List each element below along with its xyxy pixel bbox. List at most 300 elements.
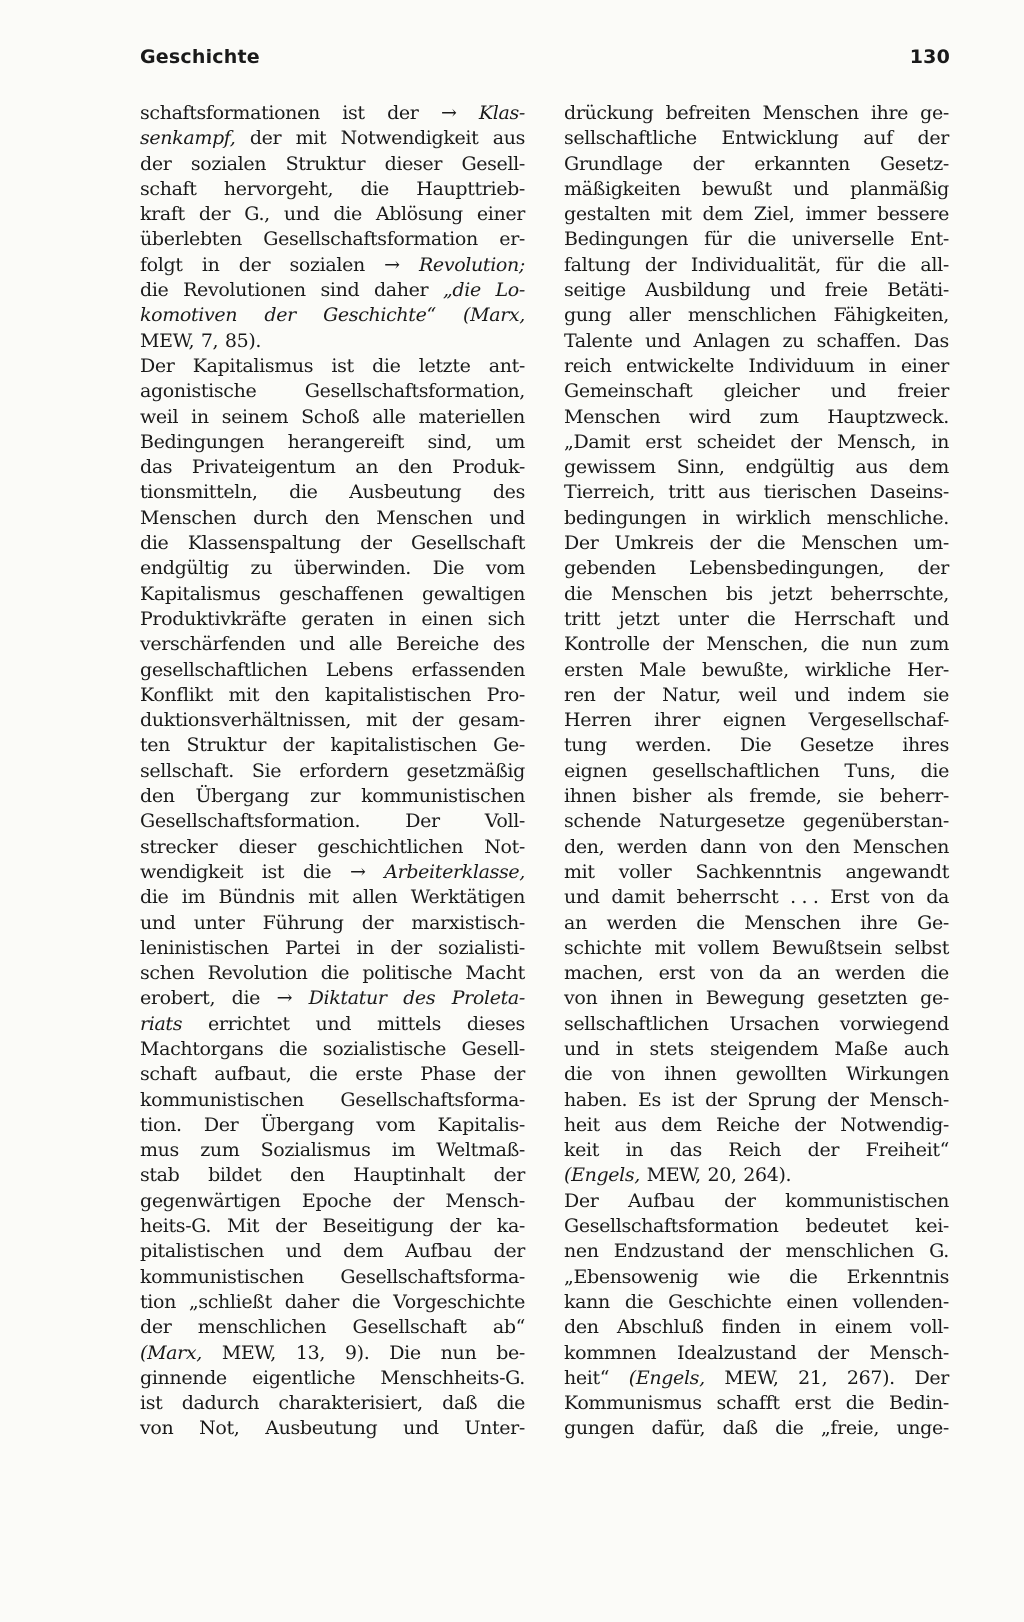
word: stets [649,1037,694,1060]
word: Ge- [917,911,949,934]
word: der [493,1164,525,1187]
word: überwinden. [293,557,411,580]
word: dem [908,456,949,479]
word: und [769,279,806,302]
word: Konflikt [140,683,213,706]
word: erst [658,962,695,985]
word: geschaffenen [279,582,404,605]
text-line [564,1189,949,1214]
word: Arbeiterklasse, [384,860,525,883]
text-line [564,708,949,733]
word: kei- [915,1215,949,1238]
text-line [564,1037,949,1062]
word: drückung [564,102,654,124]
text-line [564,986,949,1011]
word: tung [564,734,607,757]
word: der [644,253,677,276]
word: da [758,962,782,985]
text-line [564,1214,949,1239]
word: all- [920,253,949,276]
word: beherrschte, [830,582,949,605]
word: unge- [896,1417,949,1440]
word: Ziel, [753,203,795,226]
word: Ausbeutung [265,1417,378,1440]
word: riats [140,1012,183,1035]
word: des [403,987,436,1010]
text-line [140,860,525,885]
word: wendigkeit [140,860,244,883]
word: finden [721,1316,781,1339]
word: beherr- [879,785,949,808]
word: Individuum [748,354,855,377]
word: vorwiegend [839,1012,949,1035]
word: sich [487,607,525,630]
word: Der [203,1113,239,1136]
word: erfassenden [411,658,525,681]
word: errichtet [207,1012,290,1035]
word: in [388,607,407,630]
text-line [140,1138,525,1163]
text-line [564,759,949,784]
word: charakterisiert, [278,1392,423,1415]
word: universelle [792,228,895,251]
word: tionsmitteln, [140,481,258,504]
word: (Marx, [140,1341,202,1364]
word: Male [639,658,686,681]
text-line [564,936,949,961]
word: Privateigentum [191,456,336,479]
word: damit [611,886,665,909]
word: dieser [384,152,443,175]
word: Klas- [478,102,525,124]
word: Betäti- [887,279,949,302]
text-line [564,253,949,278]
text-line [140,1113,525,1138]
word: Machtorgans [140,1037,264,1060]
word: und [794,683,830,706]
text-line [564,1113,949,1138]
word: erobert, [140,987,216,1010]
word: zum [759,405,799,428]
word: den [290,1164,325,1187]
word: Unter- [464,1417,525,1440]
word: dann [699,835,747,858]
text-line [140,784,525,809]
text-line [140,1290,525,1315]
word: indem [847,683,906,706]
word: sozialen [289,253,365,276]
word: und [315,1012,352,1035]
word: die [920,759,949,782]
word: das [669,1139,702,1162]
word: und [283,203,320,226]
word: fremde, [749,785,822,808]
word: die [877,253,906,276]
text-line [140,1391,525,1416]
word: Produktivkräfte [140,607,287,630]
word: Phase [420,1063,476,1086]
word: scheidet [696,430,776,453]
text-line [564,658,949,683]
word: Mensch- [869,1088,949,1111]
text-line [140,936,525,961]
word: Lebensbedingungen, [689,557,885,580]
text-line [140,885,525,910]
word: Menschheits-G. [380,1366,525,1389]
word: dieses [466,1012,525,1035]
word: in [798,1316,817,1339]
word: der [198,203,231,226]
word: jetzt [618,607,660,630]
word: gleicher [723,380,800,403]
word: Partei [284,936,341,959]
word: der [282,734,315,757]
word: leninistischen [140,936,269,959]
word: kommunistischen [361,785,525,808]
text-line [564,632,949,657]
word: vom [485,557,525,580]
text-line [564,1416,949,1441]
word: seinem [221,405,289,428]
text-line [564,835,949,860]
word: eignen [722,709,786,732]
word: Gesellschaft [352,1316,467,1339]
word: Menschen [852,835,949,858]
word: sozialisti- [438,936,525,959]
word: Geschichte“ [323,304,436,327]
word: aus [717,481,751,504]
text-line [564,1341,949,1366]
word: die [351,1290,381,1313]
word: Mensch- [869,1341,949,1364]
word: Übergang [260,1113,355,1136]
word: Gesellschaftsformation, [304,380,525,403]
word: 9). [344,1341,370,1364]
word: gesam- [458,709,525,732]
text-line [140,329,525,354]
word: 267). [846,1366,895,1389]
word: stab [140,1164,180,1187]
word: der [411,709,444,732]
word: Naturgesetze [658,810,785,833]
word: dem [661,1113,702,1136]
word: ten [140,734,171,757]
word: Struktur [186,734,267,757]
text-line [564,101,949,126]
word: → [384,253,400,276]
word: Reiche [716,1113,780,1136]
word: sie [837,785,864,808]
word: Revolution [207,962,308,985]
text-line [140,759,525,784]
word: Übergang [195,785,290,808]
word: und [140,911,176,934]
word: nun [440,1341,477,1364]
word: Sie [251,759,282,782]
word: durch [253,506,308,529]
text-line [140,480,525,505]
text-line [564,354,949,379]
word: gewollten [735,1063,827,1086]
text-line [564,860,949,885]
word: sellschaftliche [564,127,697,150]
text-line [564,1239,949,1264]
word: MEW, [724,1366,779,1389]
word: bessere [876,203,949,226]
word: ren [564,683,596,706]
word: einen [786,1290,838,1313]
word: der [493,1240,525,1263]
word: in [625,1139,644,1162]
word: Der [564,532,599,555]
text-line [564,683,949,708]
word: zu [782,329,805,352]
text-line [564,1012,949,1037]
word: als [707,785,734,808]
word: in [356,936,375,959]
word: aufbaut, [214,1063,292,1086]
text-column-left [140,101,525,1442]
word: Not- [484,835,525,858]
word: kommunistischen [140,1088,304,1111]
text-line [140,1163,525,1188]
text-line [140,506,525,531]
word: von [710,962,744,985]
word: Not, [199,1417,240,1440]
word: in [201,253,220,276]
word: ist [342,102,365,124]
text-line [140,1214,525,1239]
word: Erst [830,886,870,909]
word: Notwendig- [840,1113,949,1136]
word: gung [564,304,612,327]
word: die [309,1063,338,1086]
word: Gemeinschaft [564,380,693,403]
word: kommunistischen [140,1265,304,1288]
word: Revolutionen [183,279,306,302]
text-line [140,582,525,607]
word: Revolution; [418,253,525,276]
word: vollenden- [852,1290,949,1313]
word: bis [725,582,753,605]
word: be- [496,1341,525,1364]
text-line [564,885,949,910]
text-line [564,1138,949,1163]
text-line [140,303,525,328]
word: sind, [427,430,472,453]
word: von [881,886,915,909]
word: auch [903,1037,949,1060]
word: herangereift [287,430,404,453]
word: erkannten [754,152,850,175]
word: Haupttrieb- [416,177,525,200]
word: marxistisch- [411,911,525,934]
word: komotiven [140,304,238,327]
word: an [796,962,820,985]
word: Der [914,1366,949,1389]
text-line [564,1315,949,1340]
word: die [140,279,169,302]
text-line [140,658,525,683]
word: die [278,1037,308,1060]
word: Lo- [495,279,525,302]
word: schichte [564,936,642,959]
word: der [360,532,392,555]
word: Talente [564,329,633,352]
word: die [320,962,350,985]
word: mit [654,936,686,959]
word: endgültig [140,557,229,580]
text-line [140,986,525,1011]
word: ihnen [610,987,663,1010]
text-line [564,202,949,227]
word: . . . [790,886,819,909]
word: der [817,1341,849,1364]
word: Mit [227,1215,260,1238]
word: gesetzten [817,987,908,1010]
word: Sinn, [676,456,725,479]
word: schaffen. [816,329,902,352]
word: mit [308,886,339,909]
word: MEW, [646,1164,701,1187]
word: Werktätigen [410,886,525,909]
word: folgt [140,253,183,276]
word: Anlagen [693,329,770,352]
word: „Ebensowenig [564,1265,699,1288]
text-line [564,1366,949,1391]
word: 85). [224,329,262,352]
word: Bereiche [396,633,479,656]
word: gegenüberstan- [802,810,949,833]
word: Kontrolle [564,633,650,656]
text-line [564,227,949,252]
word: der [238,253,271,276]
text-line [140,455,525,480]
text-column-right [564,101,949,1442]
text-line [564,379,949,404]
word: ihrer [654,709,701,732]
text-line [140,177,525,202]
word: Individualität, [690,253,821,276]
word: die [140,532,169,555]
word: bewußt [701,177,772,200]
text-line [564,607,949,632]
word: vollem [697,936,760,959]
page-number: 130 [909,46,950,68]
word: Die [432,557,465,580]
word: daher [284,1290,340,1313]
word: ihre [860,911,898,934]
text-line [564,784,949,809]
word: und [564,1037,600,1060]
word: Menschen [140,506,237,529]
text-line [140,708,525,733]
word: menschlichen [197,1316,327,1339]
text-line [564,177,949,202]
word: steigendem [709,1037,819,1060]
word: Sozialismus [260,1139,371,1162]
text-line [564,455,949,480]
word: „schließt [188,1290,272,1313]
word: Her- [907,658,949,681]
word: (Engels, [564,1164,640,1187]
text-line [564,329,949,354]
word: gegenwärtigen [140,1189,281,1212]
word: Ausbeutung [349,481,462,504]
word: die [920,962,949,985]
word: daß [442,1392,478,1415]
word: werden [617,835,688,858]
word: duktionsverhältnissen, [140,709,352,732]
word: die [746,607,776,630]
word: wirkliche [804,658,891,681]
word: immer [805,203,867,226]
word: weil [738,683,777,706]
word: von [140,1417,174,1440]
word: Die [389,1341,421,1364]
word: und [564,886,600,909]
word: ihnen [664,1063,717,1086]
word: Aufbau [628,1189,695,1212]
word: → [350,860,366,883]
word: der [807,1139,840,1162]
word: Gesellschaft [410,532,525,555]
word: Struktur [285,152,366,175]
word: Abschluß [616,1316,704,1339]
word: Bewußtsein [771,936,882,959]
word: Freiheit“ [865,1139,949,1162]
text-line [564,126,949,151]
word: Pro- [486,683,525,706]
word: für [704,228,732,251]
word: Erkenntnis [846,1265,949,1288]
word: Ent- [910,228,949,251]
word: die [496,1392,525,1415]
word: ist [261,860,285,883]
text-line [564,961,949,986]
word: werden. [635,734,712,757]
word: Produk- [452,456,525,479]
word: der [724,1189,756,1212]
word: selbst [894,936,949,959]
word: Menschen [611,582,708,605]
word: in [931,430,949,453]
text-line [140,202,525,227]
word: Gesellschaftsformation [564,1215,779,1238]
word: aus [492,127,525,150]
text-line [564,582,949,607]
word: der [140,152,172,175]
word: gewaltigen [422,582,525,605]
word: (Engels, [628,1366,705,1389]
word: der [709,532,741,555]
word: gewissem [564,456,656,479]
word: zur [309,785,341,808]
word: einer [476,203,525,226]
text-line [564,1062,949,1087]
word: der [705,1088,737,1111]
word: Menschen [801,532,898,555]
word: den [805,835,840,858]
text-line [564,480,949,505]
word: keit [564,1139,600,1162]
text-line [140,961,525,986]
word: tritt [564,607,601,630]
word: ist [671,1088,695,1111]
word: in [675,987,693,1010]
word: an [564,911,587,934]
word: tierischen [763,481,857,504]
